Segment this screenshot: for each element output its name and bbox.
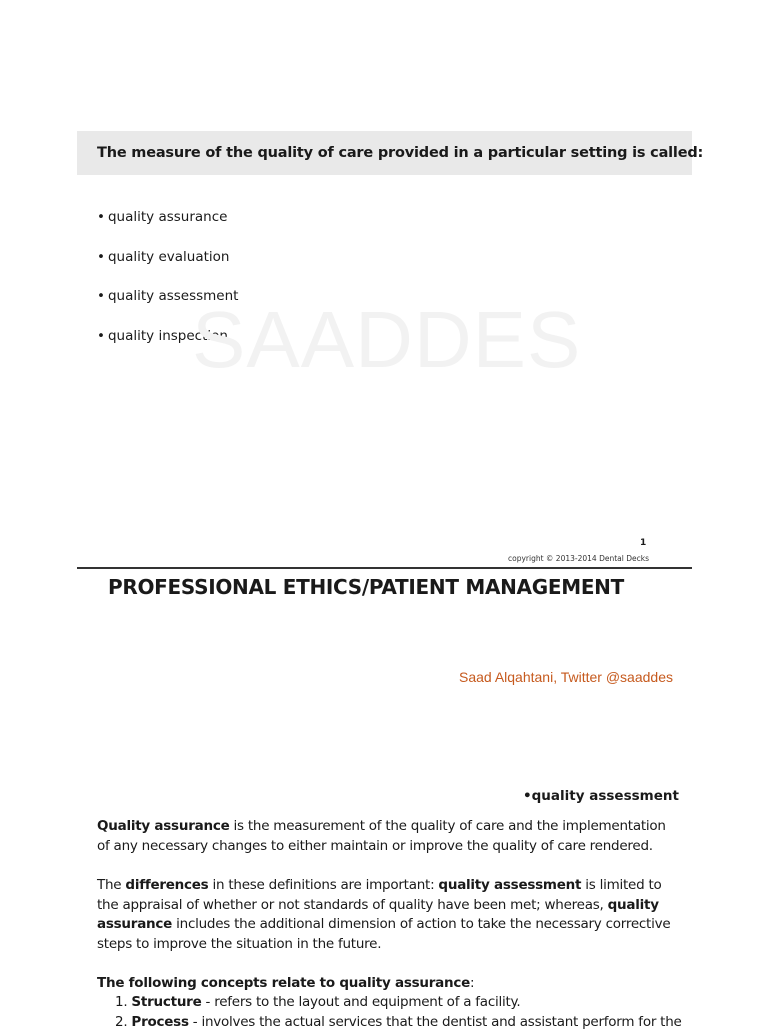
section-divider	[77, 567, 692, 569]
copyright-notice: copyright © 2013-2014 Dental Decks	[508, 554, 649, 563]
page-number: 1	[640, 538, 646, 548]
text-span: in these definitions are important:	[208, 877, 438, 893]
option-item: • quality inspection	[97, 326, 238, 366]
explanation-paragraph	[97, 876, 677, 954]
text-span: - involves the actual services that the dentist and assistant perform for the	[189, 1014, 682, 1030]
item-number: 1.	[115, 994, 131, 1010]
bold-term: differences	[125, 877, 208, 893]
explanation-paragraph	[97, 817, 677, 856]
section-title: PROFESSIONAL ETHICS/PATIENT MANAGEMENT	[108, 575, 624, 599]
concepts-heading	[97, 974, 677, 994]
text-span: includes the additional dimension of action to take the necessary corrective steps to improve the situation in the future.	[97, 916, 670, 952]
bold-term: The following concepts relate to quality assurance	[97, 975, 470, 991]
item-number: 2.	[115, 1014, 131, 1030]
bold-term: quality assessment	[438, 877, 581, 893]
text-span: is limited to the appraisal of whether or not standards of quality have been met; whereas,	[97, 877, 662, 913]
bold-term: Process	[131, 1014, 188, 1030]
question-banner	[77, 131, 692, 175]
watermark: SAADDES	[192, 300, 581, 380]
option-item: • quality assurance	[97, 207, 238, 247]
text-span: is the measurement of the quality of care and the implementation of any necessary changes to either maintain or improve the quality of care rendered.	[97, 818, 666, 854]
list-item	[115, 1013, 695, 1032]
option-item: • quality evaluation	[97, 247, 238, 287]
list-item	[115, 993, 695, 1013]
bold-term: Quality assurance	[97, 818, 229, 834]
text-span: :	[470, 975, 474, 991]
concepts-list	[115, 993, 695, 1032]
option-item: • quality assessment	[97, 286, 238, 326]
correct-answer: • quality assessment	[523, 788, 679, 804]
text-span: The	[97, 877, 125, 893]
author-credit: Saad Alqahtani, Twitter @saaddes	[459, 669, 673, 685]
bold-term: quality assurance	[97, 897, 659, 933]
question-text: The measure of the quality of care provided in a particular setting is called:	[97, 145, 703, 161]
bold-term: Structure	[131, 994, 201, 1010]
text-span: - refers to the layout and equipment of a facility.	[202, 994, 521, 1010]
